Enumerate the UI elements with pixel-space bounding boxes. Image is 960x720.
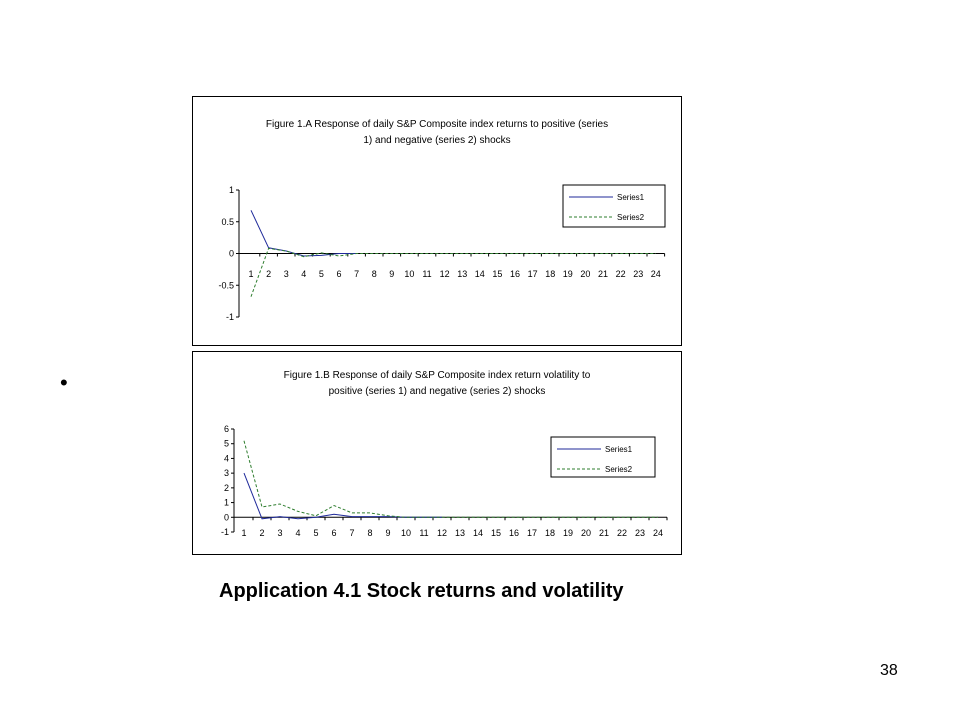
- x-tick-label: 12: [436, 528, 448, 538]
- x-tick-label: 18: [545, 269, 556, 279]
- x-tick-label: 12: [439, 269, 450, 279]
- y-tick-label: 0.5: [221, 216, 234, 227]
- y-tick-label: 0: [223, 512, 229, 523]
- x-tick-label: 19: [562, 269, 573, 279]
- x-tick-label: 5: [318, 269, 324, 279]
- x-tick-label: 14: [474, 269, 485, 279]
- y-tick-label: -1: [225, 312, 234, 322]
- chart-title-line: Figure 1.B Response of daily S&P Composite index return volatility to: [283, 370, 591, 381]
- x-tick-label: 2: [266, 269, 272, 279]
- x-tick-label: 3: [277, 528, 283, 538]
- y-tick-label: -1: [220, 527, 229, 537]
- x-tick-label: 13: [454, 528, 466, 538]
- x-tick-label: 23: [634, 528, 646, 538]
- y-tick-label: 5: [223, 438, 229, 449]
- y-tick-label: 2: [223, 482, 229, 493]
- x-tick-label: 11: [419, 528, 429, 538]
- x-tick-label: 10: [404, 269, 415, 279]
- chart-title-line: Figure 1.A Response of daily S&P Composite index returns to positive (series: [265, 119, 609, 130]
- legend-label-series1: Series1: [605, 445, 633, 454]
- x-tick-label: 24: [652, 528, 664, 538]
- chart-title-line: positive (series 1) and negative (series 2) shocks: [328, 386, 546, 397]
- x-tick-label: 16: [509, 269, 521, 279]
- x-tick-label: 13: [457, 269, 468, 279]
- x-tick-label: 22: [616, 528, 628, 538]
- chart-figure-1a-svg: [193, 97, 681, 345]
- x-tick-label: 21: [597, 269, 609, 279]
- x-tick-label: 11: [422, 269, 432, 279]
- x-tick-label: 6: [336, 269, 342, 279]
- slide-caption: Application 4.1 Stock returns and volatility: [219, 580, 624, 602]
- x-tick-label: 4: [301, 269, 307, 279]
- x-tick-label: 20: [580, 528, 592, 538]
- x-tick-label: 8: [367, 528, 373, 538]
- series-line-1: [251, 210, 357, 256]
- bullet-point: •: [60, 370, 68, 395]
- x-tick-label: 1: [241, 528, 247, 538]
- x-tick-label: 7: [349, 528, 355, 538]
- series-line-1: [244, 473, 442, 519]
- chart-figure-1b: [192, 351, 682, 555]
- chart-figure-1a: [192, 96, 682, 346]
- y-tick-label: 3: [223, 468, 229, 479]
- x-tick-label: 24: [650, 269, 661, 279]
- x-tick-label: 21: [598, 528, 610, 538]
- x-tick-label: 8: [371, 269, 377, 279]
- legend-label-series2: Series2: [617, 213, 645, 222]
- x-tick-label: 15: [490, 528, 502, 538]
- x-tick-label: 2: [259, 528, 265, 538]
- x-tick-label: 15: [492, 269, 503, 279]
- x-tick-label: 23: [633, 269, 644, 279]
- x-tick-label: 10: [400, 528, 412, 538]
- x-tick-label: 16: [508, 528, 520, 538]
- chart-figure-1b-svg: [193, 352, 681, 554]
- x-tick-label: 20: [580, 269, 591, 279]
- x-tick-label: 19: [562, 528, 574, 538]
- x-tick-label: 5: [313, 528, 319, 538]
- page-number: 38: [880, 662, 898, 679]
- x-tick-label: 22: [615, 269, 626, 279]
- legend-box: [551, 437, 655, 477]
- legend-box: [563, 185, 665, 227]
- y-tick-label: 6: [223, 424, 229, 434]
- x-tick-label: 18: [544, 528, 556, 538]
- legend-label-series1: Series1: [617, 193, 645, 202]
- x-tick-label: 9: [389, 269, 395, 279]
- x-tick-label: 3: [283, 269, 289, 279]
- x-tick-label: 14: [472, 528, 484, 538]
- y-tick-label: 1: [223, 497, 229, 508]
- x-tick-label: 17: [526, 528, 538, 538]
- x-tick-label: 1: [248, 269, 254, 279]
- legend-label-series2: Series2: [605, 465, 633, 474]
- y-tick-label: 0: [228, 248, 234, 259]
- x-tick-label: 4: [295, 528, 301, 538]
- x-tick-label: 6: [331, 528, 337, 538]
- x-tick-label: 9: [385, 528, 391, 538]
- x-tick-label: 17: [527, 269, 538, 279]
- chart-title-line: 1) and negative (series 2) shocks: [363, 135, 511, 146]
- y-tick-label: -0.5: [218, 280, 234, 291]
- y-tick-label: 4: [223, 453, 229, 464]
- y-tick-label: 1: [228, 185, 234, 195]
- x-tick-label: 7: [354, 269, 360, 279]
